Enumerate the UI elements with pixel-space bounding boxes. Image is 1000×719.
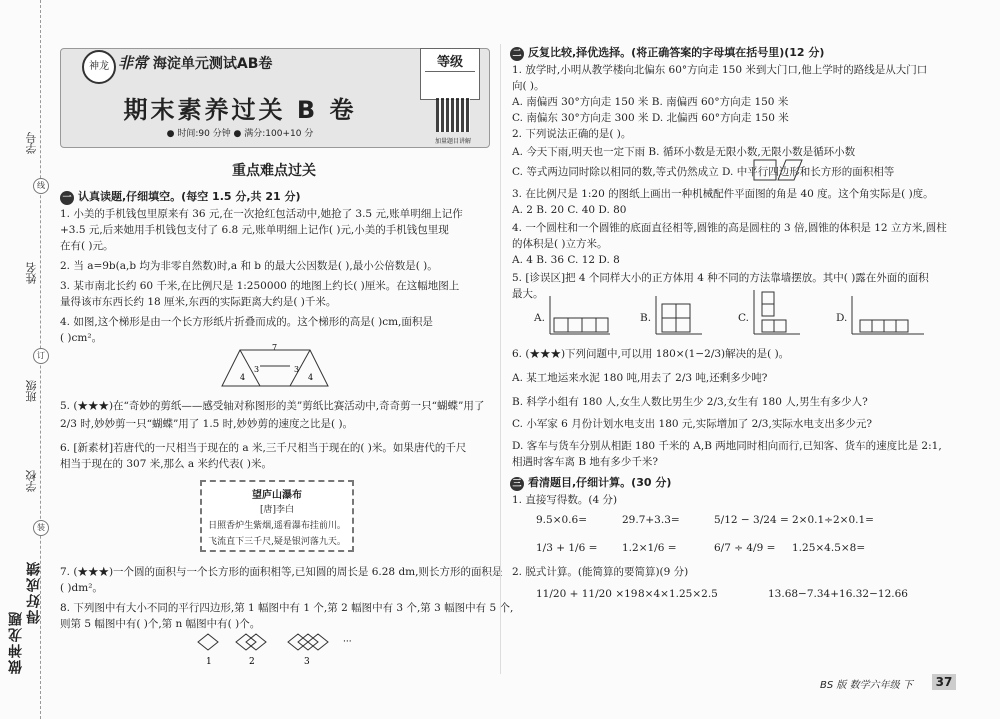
p2-q1-options: A. 南偏西 30°方向走 150 米 B. 南偏西 60°方向走 150 米 [512,96,789,108]
part3-heading [510,474,671,491]
calc-item: 13.68−7.34+16.32−12.66 [768,588,908,600]
parallelogram-rectangle-figure [752,158,804,182]
binding-strip [0,0,52,719]
class-label: 班级 [25,380,38,402]
fig-number-1: 1 [206,657,212,667]
q6-line: 相当于现在的 307 米,那么 a 米约代表( )米。 [60,458,273,470]
edition-label: BS 版 数学六年级 下 [820,680,913,691]
q8-line: 8. 下列图中有大小不同的平行四边形,第 1 幅图中有 1 个,第 2 幅图中有 3 个,第 3 幅图中有 5 个, [60,602,514,614]
seal-order: 订 [33,348,49,364]
part2-number: 二 [510,47,524,61]
seal-bind: 装 [33,520,49,536]
p2-q1-options: C. 南偏东 30°方向走 300 米 D. 北偏西 60°方向走 150 米 [512,112,789,124]
trap-label-right2: 4 [308,373,314,382]
calc-item: 1.2×1/6 = [622,542,677,554]
part2-heading-text: 反复比较,择优选择。(将正确答案的字母填在括号里)(12 分) [528,46,825,59]
q7-line: 7. (★★★)一个圆的面积与一个长方形的面积相等,已知圆的周长是 6.28 dm,则长方形的面积是 [60,566,503,578]
p2-q6-option-d: 相遇时客车离 B 地有多少千米? [512,456,659,468]
cube-option-a: A. [534,312,545,324]
trap-label-left: 4 [240,373,246,382]
page-title: 期末素养过关 B 卷 [123,96,357,124]
poem-card [200,480,354,552]
q4-line: 4. 如图,这个梯形是由一个长方形纸片折叠而成的。这个梯形的高是( )cm,面积是 [60,316,433,328]
p2-q2-options: C. 等式两边同时除以相同的数,等式仍然成立 D. 中平行四边形和长方形的面积相等 [512,166,895,178]
brand-name: 海淀单元测试AB卷 [152,56,273,72]
qr-code-icon [436,98,470,132]
cube-figure-a [548,296,612,336]
p3-q2-label: 2. 脱式计算。(能简算的要简算)(9 分) [512,566,689,578]
calc-item: 8×4×1.25×2.5 [638,588,718,600]
parallelogram-sequence [196,632,366,672]
p3-q1-label: 1. 直接写得数。(4 分) [512,494,618,506]
cube-figure-c [752,290,802,336]
slogan-shenlong: 做神龙题 [8,610,24,674]
qr-caption: 加量题目讲解 [434,138,471,145]
part3-number: 三 [510,477,524,491]
p2-q5-line: 5. [诊误区]把 4 个同样大小的正方体用 4 种不同的方法靠墙摆放。其中( )露在外面的面积 [512,272,929,284]
p2-q1-line: 向( )。 [512,80,545,92]
poem-line-2: 飞流直下三千尺,疑是银河落九天。 [208,537,346,547]
q1-line: 在有( )元。 [60,240,114,252]
calc-item: 5/12 − 3/24 = [714,514,789,526]
part3-heading-text: 看清题目,仔细计算。(30 分) [528,476,672,489]
cube-option-d: D. [836,312,848,324]
student-number-label: 学号 [25,132,38,154]
calc-item: 1.25×4.5×8= [792,542,866,554]
publisher-logo: 神龙 [82,50,116,84]
brand-big: 非常 [118,54,149,72]
cube-figure-d [850,296,926,336]
fig-number-2: 2 [249,657,255,667]
trapezoid-figure [220,342,330,392]
p2-q4-line: 的体积是( )立方米。 [512,238,608,250]
q4-line: ( )cm²。 [60,332,103,344]
q1-line: +3.5 元,后来她用手机钱包支付了 6.8 元,账单明细上记作( )元,小美的手机钱包里现 [60,224,449,236]
cube-option-b: B. [640,312,652,324]
p2-q2-options: A. 今天下雨,明天也一定下雨 B. 循环小数是无限小数,无限小数是循环小数 [512,146,856,158]
slogan-good-grades: 得好成绩 [26,560,42,624]
p2-q4-line: 4. 一个圆柱和一个圆锥的底面直径相等,圆锥的高是圆柱的 3 倍,圆锥的体积是 12 立方米,圆柱 [512,222,947,234]
p2-q3-line: 3. 在比例尺是 1:20 的图纸上画出一种机械配件平面图的角是 40 度。这个角实际是( )度。 [512,188,934,200]
school-label: 学校 [25,470,38,492]
p2-q2-line: 2. 下列说法正确的是( )。 [512,128,632,140]
section-heading: 重点难点过关 [232,163,316,179]
p2-q6-option-b: B. 科学小组有 180 人,女生人数比男生少 2/3,女生有 180 人,男生有多少人? [512,396,868,408]
calc-item: 6/7 ÷ 4/9 = [714,542,776,554]
trap-label-right: 3 [294,365,300,374]
column-divider [500,44,501,674]
part1-heading-text: 认真读题,仔细填空。(每空 1.5 分,共 21 分) [78,190,301,203]
cube-option-c: C. [738,312,749,324]
p2-q3-options: A. 2 B. 20 C. 40 D. 80 [512,204,627,216]
p2-q5-line: 最大。 [512,288,544,300]
sequence-dots: ··· [343,637,352,647]
p2-q6-option-c: C. 小军家 6 月份计划水电支出 180 元,实际增加了 2/3,实际水电支出多少元? [512,418,872,430]
q1-line: 1. 小美的手机钱包里原来有 36 元,在一次抢红包活动中,她抢了 3.5 元,账单明细上记作 [60,208,463,220]
p2-q6-option-d: D. 客车与货车分别从相距 180 千米的 A,B 两地同时相向而行,已知客、货车的速度比是 2:1, [512,440,942,452]
q6-line: 6. [新素材]若唐代的一尺相当于现在的 a 米,三千尺相当于现在的( )米。如果唐代的千尺 [60,442,467,454]
q7-line: ( )dm²。 [60,582,103,594]
part1-number: 一 [60,191,74,205]
poem-title: 望庐山瀑布 [252,490,302,501]
q2-line: 2. 当 a=9b(a,b 均为非零自然数)时,a 和 b 的最大公因数是( ),最小公倍数是( )。 [60,260,438,272]
calc-item: 29.7+3.3= [622,514,680,526]
q5-line: 5. (★★★)在“奇妙的剪纸——感受轴对称图形的美”剪纸比赛活动中,奇奇剪一只“蝴蝶”用了 [60,400,485,412]
poem-author: [唐]李白 [259,505,295,515]
calc-item: 11/20 + 11/20 ×19 [536,588,638,600]
calc-item: 1/3 + 1/6 = [536,542,598,554]
cube-figure-b [654,296,704,336]
p2-q4-options: A. 4 B. 36 C. 12 D. 8 [512,254,620,266]
calc-item: 2×0.1÷2×0.1= [792,514,874,526]
q3-line: 3. 某市南北长约 60 千米,在比例尺是 1:250000 的地图上约长( )厘米。在这幅地图上 [60,280,460,292]
q3-line: 量得该市东西长约 18 厘米,东西的实际距离大约是( )千米。 [60,296,337,308]
q8-line: 则第 5 幅图中有( )个,第 n 幅图中有( )个。 [60,618,261,630]
trap-label-mid: 3 [254,365,260,374]
part1-heading [60,188,301,205]
q5-line: 2/3 时,妙妙剪一只“蝴蝶”用了 1.5 时,妙妙剪的速度之比是( )。 [60,418,354,430]
part2-heading [510,44,824,61]
p2-q6-line: 6. (★★★)下列问题中,可以用 180×(1−2/3)解决的是( )。 [512,348,790,360]
p2-q6-option-a: A. 某工地运来水泥 180 吨,用去了 2/3 吨,还剩多少吨? [512,372,768,384]
trap-label-top: 7 [272,343,278,352]
grade-box [420,48,480,100]
name-label: 姓名 [25,262,38,284]
p2-q1-line: 1. 放学时,小明从教学楼向北偏东 60°方向走 150 米到大门口,他上学时的路线是从大门口 [512,64,928,76]
brand-title [118,52,272,73]
grade-label: 等级 [436,55,463,70]
page-number: 37 [932,674,956,690]
fig-number-3: 3 [304,657,310,667]
seal-line: 线 [33,178,49,194]
poem-line-1: 日照香炉生紫烟,遥看瀑布挂前川。 [208,521,346,531]
calc-item: 9.5×0.6= [536,514,587,526]
exam-meta: ● 时间:90 分钟 ● 满分:100+10 分 [166,129,314,139]
